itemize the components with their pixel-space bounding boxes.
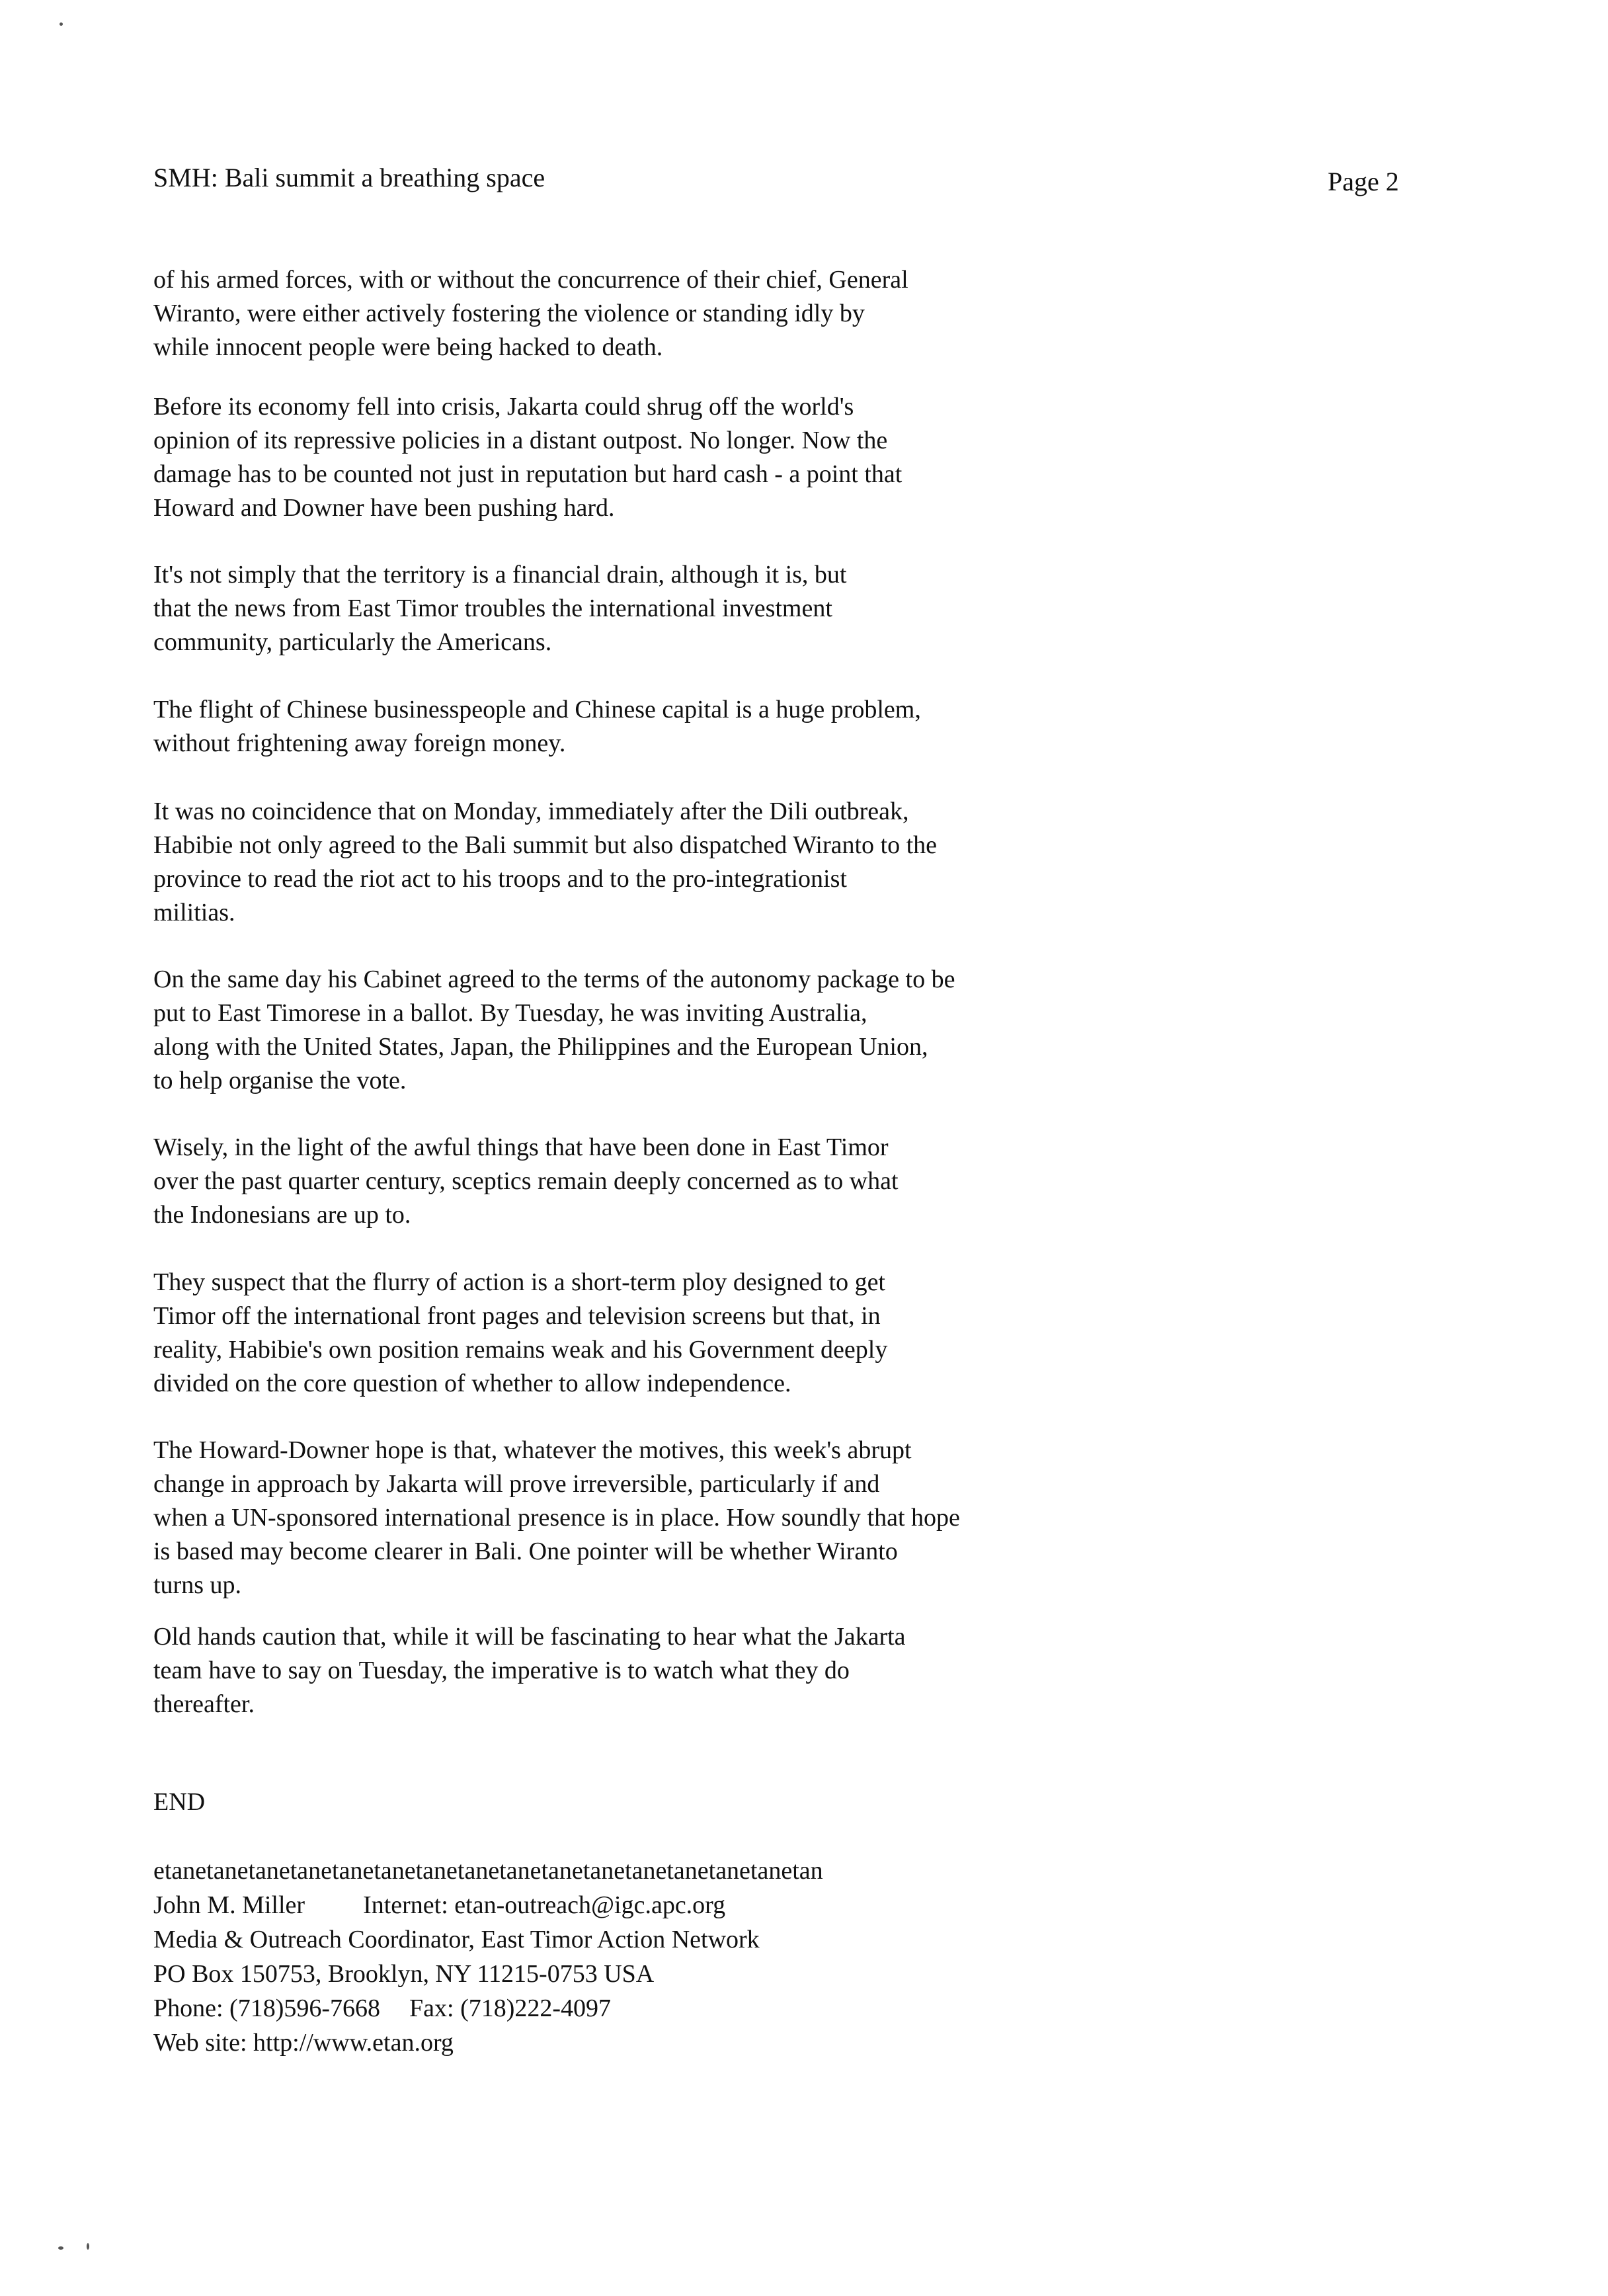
scan-speck-bottom-right [87,2243,89,2250]
paragraph-line: put to East Timorese in a ballot. By Tuesday, he was inviting Australia, [153,999,867,1027]
contact-website[interactable]: Web site: http://www.etan.org [153,2029,454,2057]
paragraph-line: Howard and Downer have been pushing hard. [153,494,615,522]
document-title: SMH: Bali summit a breathing space [153,163,545,192]
paragraph-5 [153,795,1112,930]
paragraph-line: militias. [153,899,235,926]
paragraph-line: Wiranto, were either actively fostering the violence or standing idly by [153,300,865,327]
scan-speck-top [60,22,63,26]
paragraph-6 [153,963,1112,1098]
paragraph-line: The flight of Chinese businesspeople and Chinese capital is a huge problem, [153,696,921,723]
paragraph-line: Old hands caution that, while it will be fascinating to hear what the Jakarta [153,1623,906,1651]
paragraph-line: It was no coincidence that on Monday, immediately after the Dili outbreak, [153,798,909,825]
paragraph-line: divided on the core question of whether to allow independence. [153,1370,791,1397]
paragraph-line: Wisely, in the light of the awful things that have been done in East Timor [153,1133,889,1161]
contact-address: PO Box 150753, Brooklyn, NY 11215-0753 USA [153,1960,655,1988]
contact-fax: Fax: (718)222-4097 [409,1994,612,2022]
contact-phone-line [153,1991,1112,2026]
paragraph-9 [153,1434,1112,1602]
paragraph-2 [153,390,1112,525]
paragraph-line: reality, Habibie's own position remains weak and his Government deeply [153,1336,888,1364]
paragraph-4 [153,693,1112,760]
paragraph-line: without frightening away foreign money. [153,729,566,757]
page-number: Page 2 [1328,167,1399,196]
paragraph-10 [153,1620,1112,1721]
paragraph-line: over the past quarter century, sceptics remain deeply concerned as to what [153,1167,899,1195]
paragraph-line: damage has to be counted not just in reputation but hard cash - a point that [153,460,903,488]
paragraph-3 [153,558,1112,659]
paragraph-7 [153,1131,1112,1232]
paragraph-line: that the news from East Timor troubles the international investment [153,594,832,622]
contact-role: Media & Outreach Coordinator, East Timor Action Network [153,1926,760,1953]
paragraph-line: Timor off the international front pages and television screens but that, in [153,1302,881,1330]
paragraph-line: community, particularly the Americans. [153,628,552,656]
scan-speck-bottom-left [58,2246,63,2250]
paragraph-line: Before its economy fell into crisis, Jakarta could shrug off the world's [153,393,854,421]
paragraph-8 [153,1266,1112,1401]
paragraph-line: team have to say on Tuesday, the imperative is to watch what they do [153,1657,850,1684]
contact-block [153,1854,1112,2060]
paragraph-line: while innocent people were being hacked to death. [153,333,663,361]
paragraph-line: when a UN-sponsored international presence is in place. How soundly that hope [153,1504,960,1532]
paragraph-line: change in approach by Jakarta will prove irreversible, particularly if and [153,1470,880,1498]
paragraph-line: opinion of its repressive policies in a distant outpost. No longer. Now the [153,427,888,454]
paragraph-line: is based may become clearer in Bali. One pointer will be whether Wiranto [153,1538,898,1565]
contact-separator: etanetanetanetanetanetanetanetanetanetanetanetanetanetanetanetan [153,1857,823,1885]
paragraph-line: turns up. [153,1571,241,1599]
contact-name: John M. Miller [153,1891,305,1919]
contact-email[interactable]: Internet: etan-outreach@igc.apc.org [363,1891,726,1919]
contact-phone: Phone: (718)596-7668 [153,1994,381,2022]
paragraph-line: province to read the riot act to his troops and to the pro-integrationist [153,865,847,893]
paragraph-line: It's not simply that the territory is a financial drain, although it is, but [153,561,847,589]
paragraph-line: of his armed forces, with or without the concurrence of their chief, General [153,266,908,294]
paragraph-line: along with the United States, Japan, the Philippines and the European Union, [153,1033,928,1061]
paragraph-line: They suspect that the flurry of action is a short-term ploy designed to get [153,1268,885,1296]
paragraph-line: thereafter. [153,1690,255,1718]
paragraph-line: On the same day his Cabinet agreed to the terms of the autonomy package to be [153,965,955,993]
paragraph-1 [153,263,1112,364]
contact-name-line [153,1888,1112,1922]
paragraph-line: the Indonesians are up to. [153,1201,411,1229]
paragraph-line: to help organise the vote. [153,1067,407,1094]
end-marker: END [153,1788,206,1816]
paragraph-line: The Howard-Downer hope is that, whatever the motives, this week's abrupt [153,1436,912,1464]
paragraph-line: Habibie not only agreed to the Bali summit but also dispatched Wiranto to the [153,831,938,859]
